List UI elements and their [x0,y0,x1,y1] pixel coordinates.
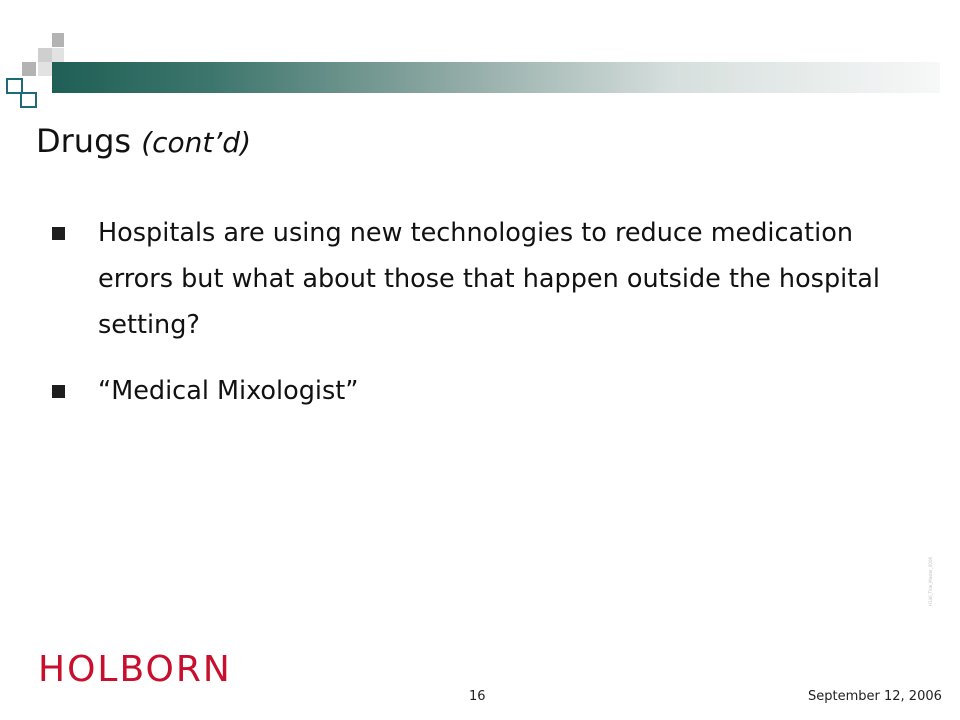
decor-outline-square [20,92,37,108]
bullet-item [52,210,912,348]
holborn-logo: HOLBORN [38,649,232,690]
bullet-text: “Medical Mixologist” [98,376,359,406]
bullet-list [52,210,912,414]
header-gradient-bar [52,62,940,93]
decor-square [38,62,52,76]
slide-title [36,121,251,163]
decor-square [22,62,36,76]
decor-square [52,33,64,47]
decor-square [52,48,64,62]
bullet-item [52,368,912,414]
slide-date: September 12, 2006 [808,689,942,704]
decor-square [38,48,52,62]
page-number: 16 [469,689,486,704]
bullet-square-icon [52,385,65,398]
title-suffix: (cont’d) [141,126,252,159]
bullet-square-icon [52,227,65,240]
bullet-text: Hospitals are using new technologies to reduce medication errors but what about those that happen outside the hospital setting? [98,218,880,340]
title-text: Drugs [36,122,132,160]
vertical-code: H146_Title_Master_0006 [928,556,933,606]
